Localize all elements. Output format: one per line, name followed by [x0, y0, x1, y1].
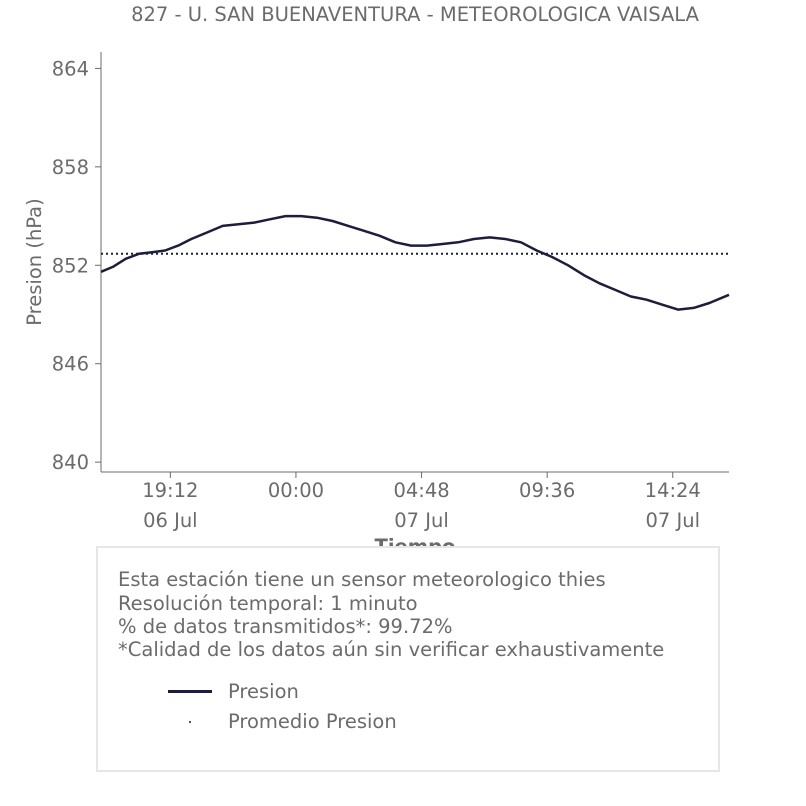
x-tick-label: 00:00: [267, 479, 325, 502]
info-sensor-text: Esta estación tiene un sensor meteorologico thies: [118, 568, 606, 591]
x-tick-label: 04:48: [393, 479, 450, 502]
chart-title: 827 - U. SAN BUENAVENTURA - METEOROLOGICA VAISALA: [131, 3, 699, 26]
y-axis-label: Presion (hPa): [23, 198, 46, 326]
info-quality-text: *Calidad de los datos aún sin verificar exhaustivamente: [118, 638, 665, 661]
x-tick-label: 09:36: [519, 479, 576, 502]
legend-label-promedio: Promedio Presion: [228, 710, 397, 733]
legend-line-swatch: [168, 690, 212, 693]
x-tick-date-label: 07 Jul: [645, 509, 701, 532]
x-tick-date-label: 07 Jul: [394, 509, 449, 532]
y-tick-label: 846: [51, 352, 89, 376]
y-tick-label: 852: [51, 254, 89, 278]
info-resolution-text: Resolución temporal: 1 minuto: [118, 592, 418, 615]
axes: [52, 52, 729, 532]
y-tick-label: 864: [51, 57, 89, 81]
legend-box: [96, 546, 720, 772]
info-transmitted-text: % de datos transmitidos*: 99.72%: [118, 615, 453, 638]
y-tick-label: 858: [51, 155, 89, 179]
y-tick-label: 840: [51, 451, 89, 475]
x-tick-date-label: 06 Jul: [143, 509, 198, 532]
legend-dot-swatch: [189, 721, 191, 723]
x-tick-label: 19:12: [142, 479, 199, 502]
legend-label-presion: Presion: [228, 680, 299, 703]
plot-area: [101, 216, 729, 310]
x-tick-label: 14:24: [644, 479, 701, 502]
pressure-series-line: [101, 216, 729, 310]
